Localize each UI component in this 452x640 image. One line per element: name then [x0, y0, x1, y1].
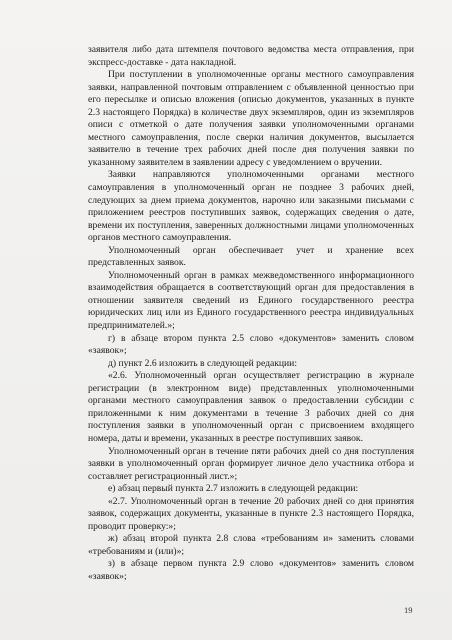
page-number: 19: [404, 605, 413, 615]
paragraph-12: ж) абзац второй пункта 2.8 слова «требованиям и» заменить словами «требованиям и (или)»;: [88, 533, 414, 557]
paragraph-2: При поступлении в уполномоченные органы местного самоуправления заявки, направленной почтовым отправлением с объявленной ценностью при его пересылке и описью вложения (описью документов, указанных в пункте 2.3 настоящего Порядка) в количестве двух экземпляров, один из экземпляров описи с отметкой о дате получения заявки уполномоченными органами местного самоуправления, после сверки наличия документов, высылается заявителю в течение трех рабочих дней после дня получения заявки по указанному заявителем в заявлении адресу с уведомлением о вручении.: [88, 69, 414, 168]
paragraph-4: Уполномоченный орган обеспечивает учет и хранение всех представленных заявок.: [88, 244, 414, 269]
paragraph-8: «2.6. Уполномоченный орган осуществляет регистрацию в журнале регистрации (в электронном виде) представленных уполномоченными органами местного самоуправления заявок о предоставлении субсидии с приложенными к ним документами в течение 3 рабочих дней со дня поступления заявки в уполномоченный орган с присвоением входящего номера, даты и времени, указанных в реестре поступивших заявок.: [88, 370, 414, 444]
paragraph-5: Уполномоченный орган в рамках межведомственного информационного взаимодействия обращается в соответствующий орган для предоставления в отношении заявителя сведений из Единого государственного реестра юридических лиц или из Единого государственного реестра индивидуальных предпринимателей.»;: [88, 269, 414, 332]
paragraph-6: г) в абзаце втором пункта 2.5 слово «документов» заменить словом «заявок»;: [88, 332, 414, 357]
document-body: [88, 44, 414, 584]
paragraph-1: заявителя либо дата штемпеля почтового ведомства места отправления, при экспресс-доставке - дата накладной.: [88, 44, 414, 68]
paragraph-3: Заявки направляются уполномоченными органами местного самоуправления в уполномоченный орган не позднее 3 рабочих дней, следующих за днем приема документов, нарочно или заказными письмами с приложением реестров поступивших заявок, содержащих сведения о дате, времени их поступления, заверенных должностными лицами уполномоченных органов местного самоуправления.: [88, 169, 414, 244]
paragraph-7: д) пункт 2.6 изложить в следующей редакции:: [108, 357, 297, 369]
paragraph-13: з) в абзаце первом пункта 2.9 слово «документов» заменить словом «заявок»;: [88, 558, 414, 582]
paragraph-9: Уполномоченный орган в течение пяти рабочих дней со дня поступления заявки в уполномоченный орган формирует личное дело участника отбора и составляет регистрационный лист.»;: [88, 445, 414, 482]
paragraph-11: «2.7. Уполномоченный орган в течение 20 рабочих дней со дня принятия заявок, содержащих документы, указанные в пункте 2.3 настоящего Порядка, проводит проверку:»;: [88, 495, 414, 532]
paragraph-10: е) абзац первый пункта 2.7 изложить в следующей редакции:: [108, 483, 359, 495]
